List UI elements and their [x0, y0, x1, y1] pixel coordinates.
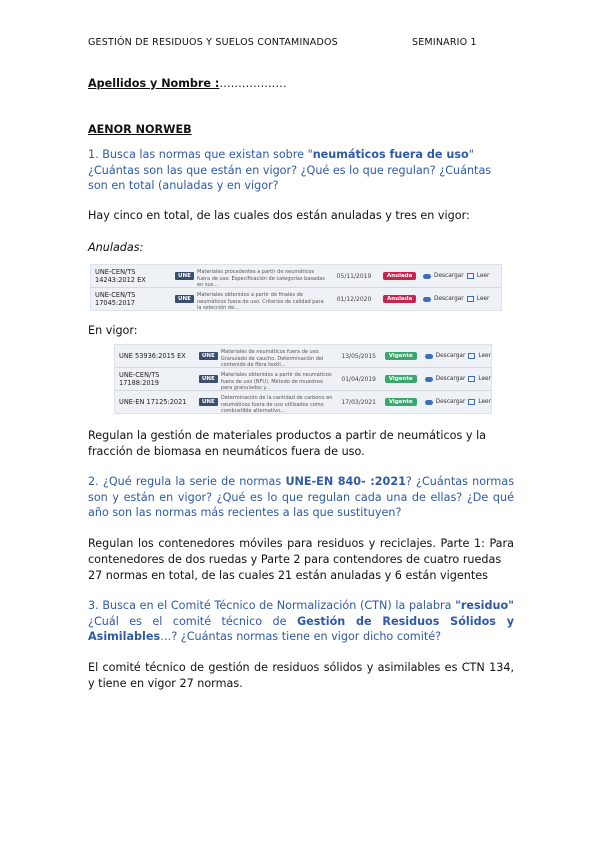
- book-icon[interactable]: [467, 296, 474, 302]
- q3-number: 3.: [88, 599, 99, 612]
- question-3: [88, 598, 514, 645]
- header-right: SEMINARIO 1: [412, 37, 477, 48]
- q2-term: UNE-EN 840- :2021: [285, 475, 406, 488]
- q3-pre: Busca en el Comité Técnico de Normalización (CTN) la palabra: [102, 599, 452, 612]
- read-link[interactable]: Leer: [478, 376, 491, 382]
- q1-term: neumáticos fuera de uso: [312, 148, 469, 161]
- table-row: [91, 288, 501, 310]
- question-2: [88, 474, 514, 521]
- anuladas-table: [90, 264, 502, 311]
- norm-date: 13/05/2015: [341, 352, 377, 360]
- status-badge: Vigente: [385, 375, 417, 383]
- read-link[interactable]: Leer: [476, 273, 490, 279]
- download-link[interactable]: Descargar: [435, 399, 466, 405]
- q3-mid: ¿Cuál es el comité técnico de: [88, 614, 297, 628]
- status-badge: Anulada: [383, 295, 416, 303]
- download-link[interactable]: Descargar: [435, 376, 466, 382]
- book-icon[interactable]: [468, 399, 475, 405]
- q1-post: " ¿Cuántas son las que están en vigor? ¿Qué es lo que regulan? ¿Cuántas son en total (anuladas y en vigor?: [88, 148, 492, 192]
- norm-description: Materiales procedentes a partir de neumáticos fuera de uso. Especificación de categorías basadas en sus...: [197, 269, 325, 288]
- norm-description: Materiales de neumáticos fuera de uso. Granulado de caucho. Determinación del contenido de fibra textil...: [220, 349, 324, 368]
- anuladas-label: Anuladas:: [88, 241, 144, 254]
- answer-3: El comité técnico de gestión de residuos sólidos y asimilables es CTN 134, y tiene en vigor 27 normas.: [88, 661, 514, 690]
- status-badge: Vigente: [385, 352, 417, 360]
- cloud-download-icon[interactable]: [425, 377, 433, 382]
- vigor-label: En vigor:: [88, 324, 138, 337]
- q2-number: 2.: [88, 475, 99, 488]
- cloud-download-icon[interactable]: [425, 400, 433, 405]
- une-badge: UNE: [199, 375, 218, 383]
- answer-1-conclusion: Regulan la gestión de materiales productos a partir de neumáticos y la fracción de biomasa en neumáticos fuera de uso.: [88, 429, 487, 458]
- download-link[interactable]: Descargar: [435, 353, 466, 359]
- norm-description: Materiales obtenidos a partir de finales de neumáticos fuera de uso. Criterios de calidad para la selección de...: [197, 292, 324, 311]
- table-row: [115, 368, 491, 391]
- norm-description: Determinación de la cantidad de carbono en neumáticos fuera de uso utilizados como combustible alternativo...: [220, 395, 333, 414]
- cloud-download-icon[interactable]: [425, 354, 433, 359]
- norm-code[interactable]: UNE-EN 17125:2021: [119, 398, 187, 406]
- table-row: [115, 345, 491, 368]
- norm-date: 01/12/2020: [336, 295, 372, 303]
- norm-date: 05/11/2019: [336, 272, 372, 280]
- answer-2-line-1: Regulan los contenedores móviles para residuos y reciclajes. Parte 1: Para contenedores de dos ruedas y Parte 2 para contendores de cuatro ruedas: [88, 537, 514, 566]
- status-badge: Anulada: [383, 272, 416, 280]
- name-fill: ………………: [219, 77, 287, 90]
- q1-pre: Busca las normas que existan sobre ": [102, 148, 313, 161]
- section-title: AENOR NORWEB: [88, 123, 192, 136]
- norm-date: 17/03/2021: [341, 398, 377, 406]
- norm-description: Materiales obtenidos a partir de neumáticos fuera de uso (NFU). Método de muestreo para granulados y...: [220, 372, 332, 391]
- q3-term-1: "residuo": [455, 599, 514, 612]
- header-left: GESTIÓN DE RESIDUOS Y SUELOS CONTAMINADOS: [88, 37, 338, 48]
- vigor-table: [114, 344, 492, 414]
- q2-post: ? ¿Cuántas normas son y están en vigor? ¿Qué es lo que regulan cada una de ellas? ¿De qué año son las normas más recientes a las que sustituyen?: [88, 475, 515, 519]
- name-label: Apellidos y Nombre :: [88, 77, 220, 90]
- status-badge: Vigente: [385, 398, 417, 406]
- une-badge: UNE: [199, 352, 218, 360]
- book-icon[interactable]: [467, 273, 474, 279]
- norm-code[interactable]: UNE-CEN/TS 17188:2019: [119, 371, 160, 387]
- norm-code[interactable]: UNE 53936:2015 EX: [119, 352, 186, 360]
- q3-term-2: Gestión de Residuos Sólidos y Asimilables: [88, 614, 515, 643]
- norm-code[interactable]: UNE-CEN/TS 14243:2012 EX: [95, 268, 146, 284]
- q3-post: …? ¿Cuántas normas tiene en vigor dicho comité?: [160, 630, 442, 643]
- name-line: [88, 76, 287, 92]
- answer-2-line-2: 27 normas en total, de las cuales 21 están anuladas y 6 están vigentes: [88, 569, 488, 582]
- q1-number: 1.: [88, 148, 99, 161]
- download-link[interactable]: Descargar: [434, 273, 464, 279]
- une-badge: UNE: [175, 295, 194, 303]
- read-link[interactable]: Leer: [478, 399, 491, 405]
- read-link[interactable]: Leer: [478, 353, 491, 359]
- read-link[interactable]: Leer: [476, 296, 490, 302]
- norm-code[interactable]: UNE-CEN/TS 17045:2017: [95, 291, 136, 307]
- download-link[interactable]: Descargar: [434, 296, 464, 302]
- cloud-download-icon[interactable]: [423, 274, 431, 279]
- cloud-download-icon[interactable]: [423, 297, 431, 302]
- norm-date: 01/04/2019: [341, 375, 377, 383]
- q2-pre: ¿Qué regula la serie de normas: [102, 475, 282, 488]
- une-badge: UNE: [199, 398, 218, 406]
- question-1: [88, 147, 514, 194]
- table-row: [115, 391, 491, 413]
- table-row: [91, 265, 501, 288]
- une-badge: UNE: [175, 272, 194, 280]
- book-icon[interactable]: [468, 353, 475, 359]
- answer-1-intro: Hay cinco en total, de las cuales dos están anuladas y tres en vigor:: [88, 209, 470, 222]
- book-icon[interactable]: [468, 376, 475, 382]
